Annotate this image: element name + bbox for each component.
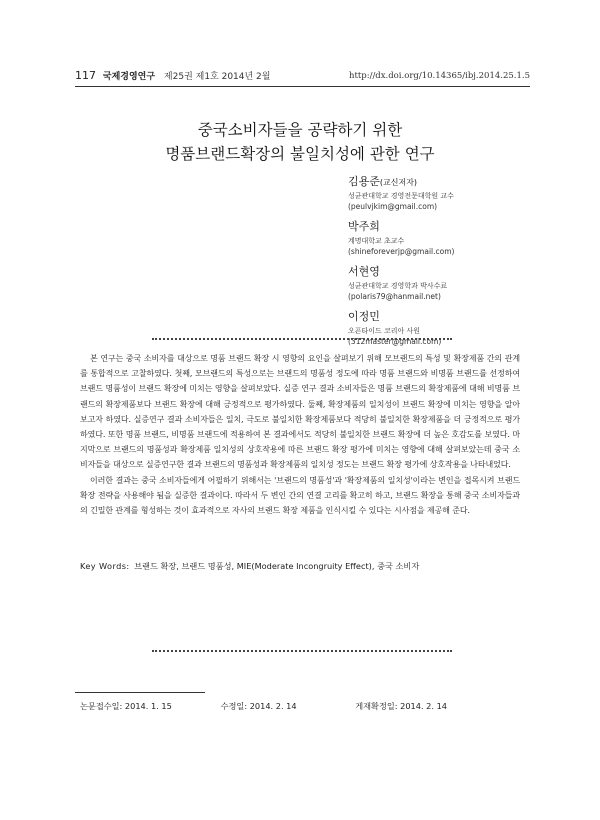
author-role: (교신저자) [379, 178, 418, 187]
author-block [348, 309, 548, 347]
author-name: 서현영 [348, 265, 380, 278]
author-affiliation: 계명대학교 초교수 [348, 237, 405, 245]
accepted-date: 게재확정일: 2014. 2. 14 [355, 701, 447, 711]
revised-date: 수정일: 2014. 2. 14 [220, 701, 297, 711]
author-list [348, 174, 548, 354]
author-affiliation: 성균관대학교 경영학과 박사수료 [348, 282, 448, 290]
abstract-paragraph-1: 본 연구는 중국 소비자를 대상으로 명품 브랜드 확장 시 영향의 요인을 살펴보기 위해 모브랜드의 특성 및 확장제품 간의 관계를 통합적으로 고찰하였다. 첫째, 모브랜드의 특성으로는 브랜드의 명품성 정도에 따라 명품 브랜드와 비명품 브랜드를 선정하여 브랜드 명품성이 브랜드 확장에 미치는 영향을 살펴보았다. 실증 연구 결과 소비자들은 명품 브랜드의 확장제품에 대해 비명품 브랜드의 확장제품보다 브랜드 확장에 대해 긍정적으로 평가하였다. 둘째, 확장제품의 일치성이 브랜드 확장에 미치는 영향을 알아보고자 하였다. 실증연구 결과 소비자들은 일치, 극도로 불일치한 확장제품보다 적당히 불일치한 확장제품을 더 긍정적으로 평가하였다. 또한 명품 브랜드, 비명품 브랜드에 적용하여 본 결과에서도 적당히 불일치한 브랜드 확장에 더 높은 호감도를 보였다. 마지막으로 브랜드의 명품성과 확장제품 일치성의 상호작용에 따른 브랜드 확장 평가에 미치는 영향에 대해 살펴보았는데 중국 소비자들을 대상으로 실증연구한 결과 브랜드의 명품성과 확장제품의 일치성 정도는 브랜드 확장 평가에 상호작용을 나타내었다. [80, 354, 520, 470]
doi-link[interactable]: http://dx.doi.org/10.14365/ibj.2014.25.1.5 [348, 71, 530, 81]
volume-info: 제25권 제1호 2014년 2월 [163, 72, 271, 82]
author-block [348, 264, 548, 302]
abstract [80, 351, 520, 518]
received-date: 논문접수일: 2014. 1. 15 [80, 701, 172, 711]
author-name: 박주희 [348, 220, 380, 233]
title-line-2: 명품브랜드확장의 불일치성에 관한 연구 [165, 145, 435, 163]
footnote-rule [75, 692, 205, 693]
paper-title [0, 118, 600, 166]
running-header [75, 70, 530, 87]
author-affiliation: 성균관대학교 경영전문대학원 교수 [348, 192, 454, 200]
author-block [348, 219, 548, 257]
dotted-divider-bottom [152, 650, 452, 652]
keywords-label: Key Words: [80, 561, 130, 571]
journal-name: 국제경영연구 [102, 72, 156, 82]
author-name: 이정민 [348, 310, 380, 323]
dotted-divider-top [152, 338, 452, 340]
author-email[interactable]: (312master@gmail.com) [348, 337, 442, 346]
author-email[interactable]: (polaris79@hanmail.net) [348, 292, 441, 301]
author-email[interactable]: (peulvjkim@gmail.com) [348, 202, 438, 211]
keywords-text: 브랜드 확장, 브랜드 명품성, MIE(Moderate Incongruity Effect), 중국 소비자 [134, 561, 420, 571]
author-email[interactable]: (shineforeverjp@gmail.com) [348, 247, 455, 256]
author-block [348, 174, 548, 212]
author-affiliation: 오픈타이드 코리아 사원 [348, 327, 421, 335]
author-name: 김용준 [348, 175, 380, 188]
page-number: 117 [75, 69, 96, 82]
title-line-1: 중국소비자들을 공략하기 위한 [197, 121, 403, 139]
keywords [80, 560, 520, 572]
submission-dates [80, 700, 540, 712]
abstract-paragraph-2: 이러한 결과는 중국 소비자들에게 어필하기 위해서는 '브랜드의 명품성'과 '확장제품의 일치성'이라는 변인을 접목시켜 브랜드 확장 전략을 사용해야 됨을 실증한 결과이다. 따라서 두 변인 간의 연결 고리를 확고히 하고, 브랜드 확장을 통해 중국 소비자들과의 긴밀한 관계를 형성하는 것이 효과적으로 자사의 브랜드 확장 제품을 인식시킬 수 있다는 시사점을 제공해 준다. [80, 475, 520, 516]
